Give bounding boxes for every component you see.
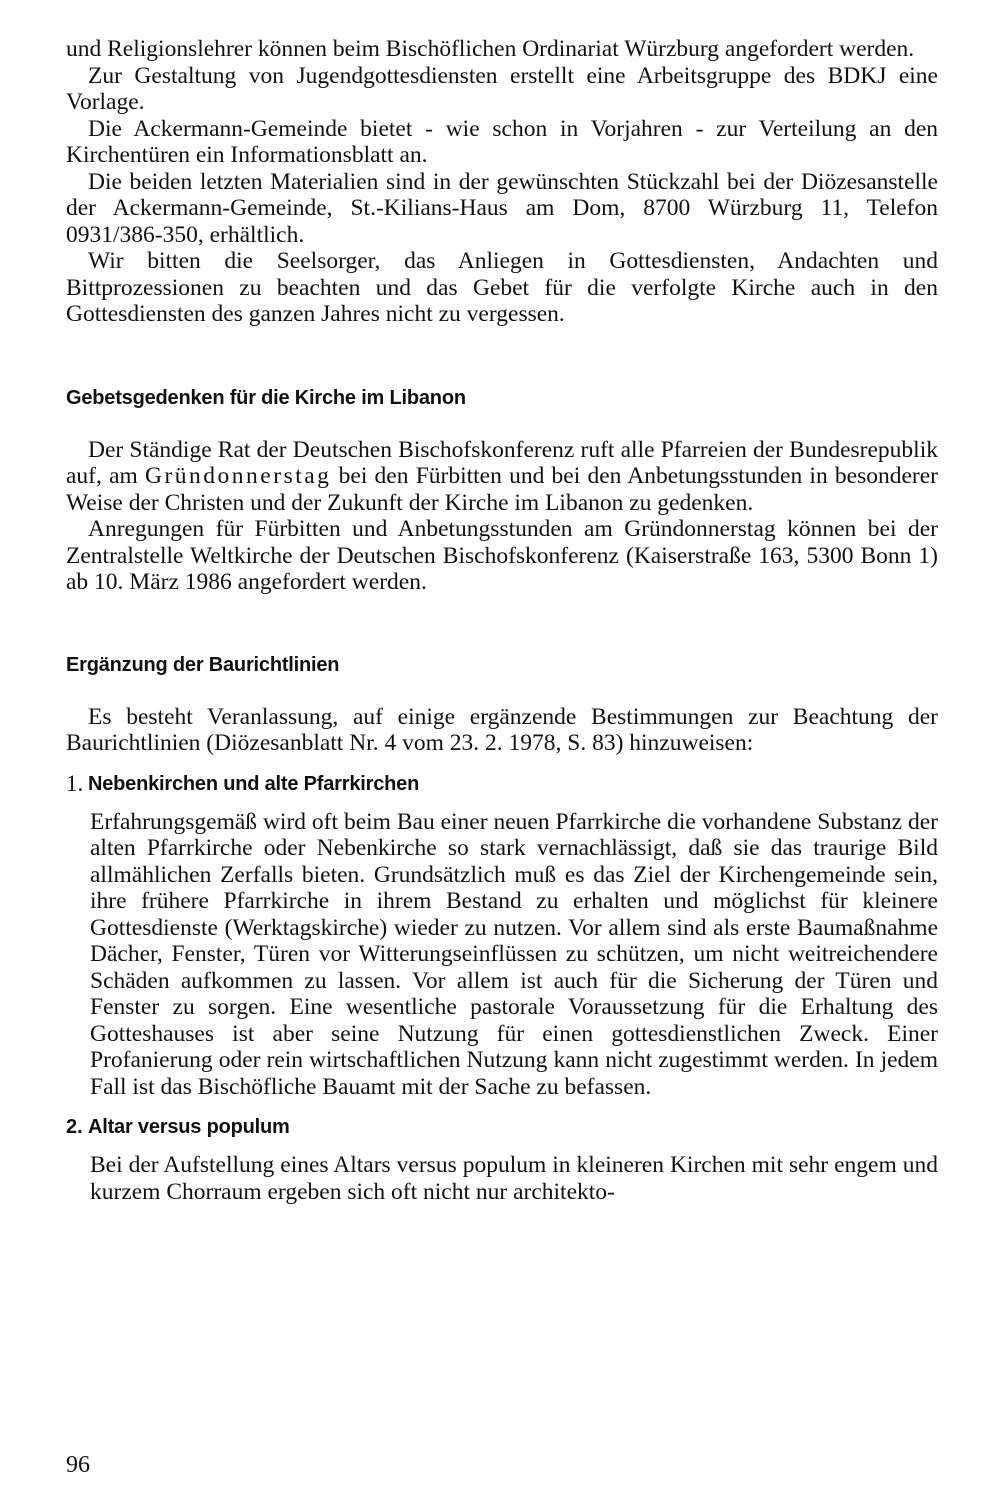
paragraph-text: Anregungen für Fürbitten und Anbetungsstunden am Gründonnerstag können bei der Zentralstelle Weltkirche der Deutschen Bischofskonferenz (Kaiserstraße 163, 5300 Bonn 1) ab 10. März 1986 angefordert werden. <box>66 516 938 595</box>
subsection-body-1 <box>66 809 938 1101</box>
paragraph-text: bei den Fürbitten und bei den Anbetungsstunden in besonderer Weise der Christen und der Zukunft der Kirche im Libanon zu gedenken. <box>66 463 938 516</box>
paragraph-text: Die Ackermann-Gemeinde bietet - wie schon in Vorjahren - zur Verteilung an den Kirchentüren ein Informationsblatt an. <box>66 115 938 168</box>
page-number: 96 <box>66 1452 90 1478</box>
paragraph <box>66 36 938 63</box>
subsection-number: 1. <box>66 770 84 796</box>
paragraph-text: Erfahrungsgemäß wird oft beim Bau einer neuen Pfarrkirche die vorhandene Substanz der alten Pfarrkirche oder Nebenkirche so stark vernachlässigt, daß sie das traurige Bild allmählichen Zerfalls bieten. Grundsätzlich muß es das Ziel der Kirchengemeinde sein, ihre frühere Pfarrkirche in ihrem Bestand zu erhalten und möglichst für kleinere Gottesdienste (Werktagskirche) wieder zu nutzen. Vor allem sind als erste Baumaßnahme Dächer, Fenster, Türen vor Witterungseinflüssen zu schützen, um nicht weitreichendere Schäden aufkommen zu lassen. Vor allem ist auch für die Sicherung der Türen und Fenster zu sorgen. Eine wesentliche pastorale Voraussetzung für die Erhaltung des Gotteshauses ist aber seine Nutzung für einen gottesdienstlichen Zweck. Einer Profanierung oder rein wirtschaftlichen Nutzung kann nicht zugestimmt werden. In jedem Fall ist das Bischöfliche Bauamt mit der Sache zu befassen. <box>90 808 938 1100</box>
paragraph <box>66 169 938 249</box>
subsection-number: 2. <box>66 1116 83 1138</box>
paragraph <box>66 116 938 169</box>
section-heading-baurichtlinien: Ergänzung der Baurichtlinien <box>66 653 340 676</box>
paragraph <box>66 63 938 116</box>
paragraph <box>66 516 938 596</box>
paragraph <box>66 704 938 757</box>
paragraph-text: Die beiden letzten Materialien sind in der gewünschten Stückzahl bei der Diözesanstelle der Ackermann-Gemeinde, St.-Kilians-Haus am Dom, 8700 Würzburg 11, Telefon 0931/386-350, erhältlich. <box>66 168 938 248</box>
paragraph <box>66 437 938 517</box>
emphasized-text: Gründonnerstag <box>145 463 332 489</box>
paragraph-text: Wir bitten die Seelsorger, das Anliegen in Gottesdiensten, Andachten und Bittprozessionen zu beachten und das Gebet für die verfolgte Kirche auch in den Gottesdiensten des ganzen Jahres nicht zu vergessen. <box>66 248 938 327</box>
paragraph-text: Zur Gestaltung von Jugendgottesdiensten erstellt eine Arbeitsgruppe des BDKJ eine Vorlage. <box>66 62 938 115</box>
subsection-title: Altar versus populum <box>88 1116 290 1138</box>
document-page <box>66 36 938 1205</box>
subsection-heading-1 <box>66 771 938 797</box>
paragraph-text: und Religionslehrer können beim Bischöflichen Ordinariat Würzburg angefordert werden. <box>66 36 915 62</box>
paragraph-text: Der Ständige Rat der Deutschen Bischofskonferenz ruft alle Pfarreien der Bundesrepublik auf, am <box>66 436 938 489</box>
paragraph <box>66 248 938 328</box>
subsection-body-2 <box>66 1152 938 1205</box>
paragraph-text: Bei der Aufstellung eines Altars versus populum in kleineren Kirchen mit sehr engem und kurzem Chorraum ergeben sich oft nicht nur architekto- <box>90 1152 938 1205</box>
subsection-heading-2 <box>66 1114 938 1140</box>
paragraph-text: Es besteht Veranlassung, auf einige ergänzende Bestimmungen zur Beachtung der Baurichtlinien (Diözesanblatt Nr. 4 vom 23. 2. 1978, S. 83) hinzuweisen: <box>66 703 938 756</box>
subsection-title: Nebenkirchen und alte Pfarrkirchen <box>88 772 420 795</box>
section-heading-libanon: Gebetsgedenken für die Kirche im Libanon <box>66 386 466 409</box>
